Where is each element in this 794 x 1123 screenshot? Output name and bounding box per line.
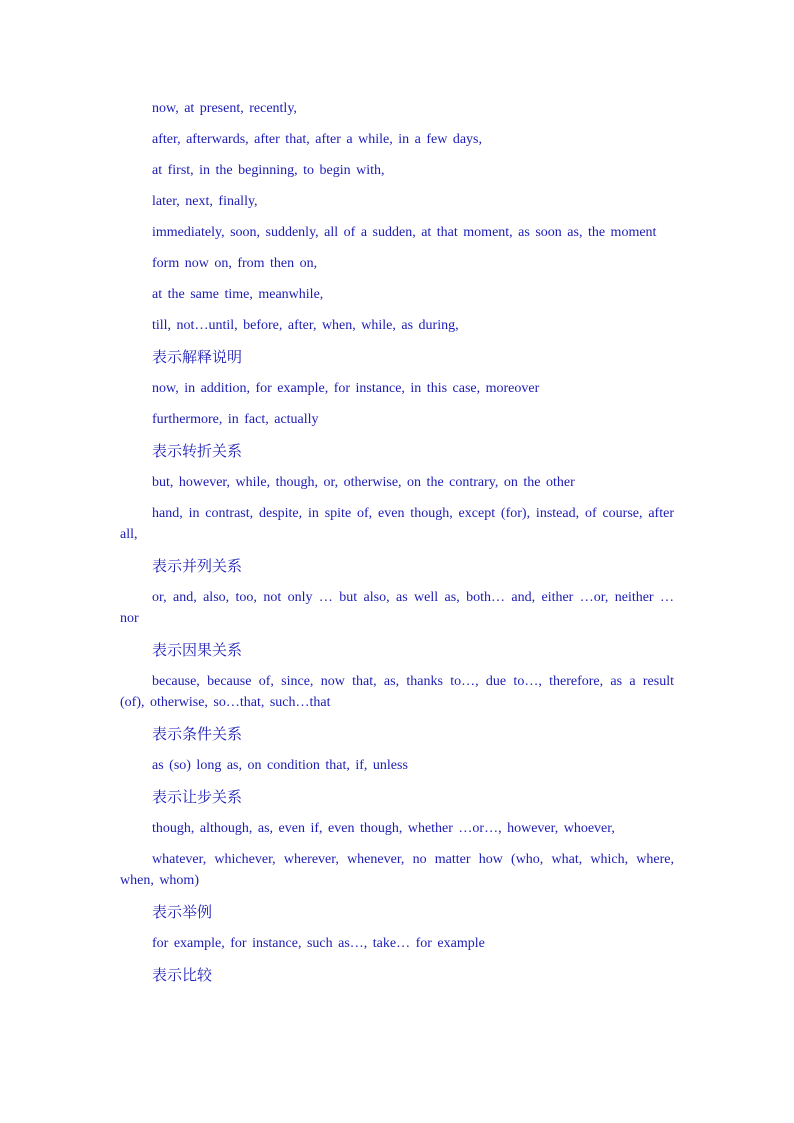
time-words-line: now, at present, recently,	[152, 101, 297, 116]
section-heading-contrast: 表示转折关系	[152, 442, 243, 460]
example-words-line: for example, for instance, such as…, take… for example	[152, 936, 485, 951]
time-words-line: later, next, finally,	[152, 194, 258, 209]
section-heading-condition: 表示条件关系	[152, 725, 243, 743]
time-words-line: till, not…until, before, after, when, while, as during,	[152, 318, 459, 333]
section-heading-coordination: 表示并列关系	[152, 557, 243, 575]
concession-words-line: though, although, as, even if, even though, whether …or…, however, whoever,	[152, 821, 615, 836]
concession-words-line: whatever, whichever, wherever, whenever, no matter how (who, what, which, where, when, whom)	[120, 852, 674, 888]
time-words-line: at first, in the beginning, to begin with,	[152, 163, 385, 178]
time-words-line: after, afterwards, after that, after a while, in a few days,	[152, 132, 483, 147]
time-words-line: form now on, from then on,	[152, 256, 318, 271]
contrast-words-line: but, however, while, though, or, otherwise, on the contrary, on the other	[152, 475, 575, 490]
explanation-words-line: now, in addition, for example, for instance, in this case, moreover	[152, 381, 540, 396]
section-heading-concession: 表示让步关系	[152, 788, 243, 806]
condition-words-line: as (so) long as, on condition that, if, unless	[152, 758, 408, 773]
time-words-line: at the same time, meanwhile,	[152, 287, 324, 302]
contrast-words-line: hand, in contrast, despite, in spite of, even though, except (for), instead, of course, after all,	[120, 506, 674, 542]
coordination-words-line: or, and, also, too, not only … but also, as well as, both… and, either …or, neither …nor	[120, 590, 674, 626]
section-heading-cause-effect: 表示因果关系	[152, 641, 243, 659]
section-heading-comparison: 表示比较	[152, 966, 213, 984]
cause-effect-words-line: because, because of, since, now that, as, thanks to…, due to…, therefore, as a result (of), otherwise, so…that, such…that	[120, 674, 674, 710]
time-words-line: immediately, soon, suddenly, all of a sudden, at that moment, as soon as, the moment	[152, 225, 657, 240]
section-heading-explanation: 表示解释说明	[152, 348, 243, 366]
section-heading-example: 表示举例	[152, 903, 213, 921]
document-body	[120, 98, 674, 996]
explanation-words-line: furthermore, in fact, actually	[152, 412, 319, 427]
